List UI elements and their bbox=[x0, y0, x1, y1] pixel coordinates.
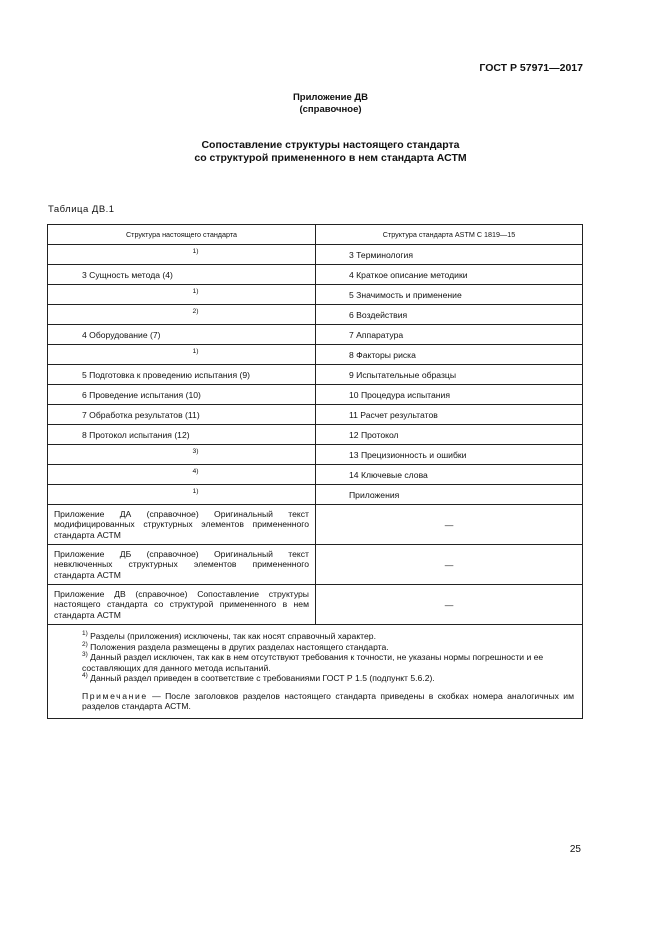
footnote-mark: 3) bbox=[82, 651, 88, 659]
table-caption: Таблица ДВ.1 bbox=[48, 204, 115, 215]
footnotes-cell bbox=[48, 625, 583, 719]
row-right-cell: 7 Аппаратура bbox=[316, 325, 583, 345]
footnote-text: Данный раздел приведен в соответствие с требованиями ГОСТ Р 1.5 (подпункт 5.6.2). bbox=[90, 673, 435, 683]
footnote-ref: 1) bbox=[192, 287, 199, 295]
page-number: 25 bbox=[569, 844, 581, 855]
appendix-row bbox=[48, 505, 583, 545]
table-note bbox=[56, 691, 574, 712]
appendix-row-left: Приложение ДВ (справочное) Сопоставление структуры настоящего стандарта со структурой примененного в нем стандарта АСТМ bbox=[48, 585, 316, 625]
table-row bbox=[48, 425, 583, 445]
footnote-ref: 4) bbox=[192, 467, 199, 475]
footnote-text: Разделы (приложения) исключены, так как носят справочный характер. bbox=[90, 631, 376, 641]
table-row bbox=[48, 465, 583, 485]
appendix-row-right: — bbox=[316, 505, 583, 545]
table-row bbox=[48, 245, 583, 265]
row-right-cell: 5 Значимость и применение bbox=[316, 285, 583, 305]
footnote bbox=[56, 652, 574, 673]
footnote-mark: 2) bbox=[82, 640, 88, 648]
appendix-header bbox=[0, 92, 661, 116]
note-text: — После заголовков разделов настоящего стандарта приведены в скобках номера аналогичных им разделов стандарта АСТМ. bbox=[82, 690, 575, 711]
row-right-cell: 8 Факторы риска bbox=[316, 345, 583, 365]
appendix-row bbox=[48, 585, 583, 625]
row-left-cell bbox=[48, 285, 316, 305]
footnote-text: Данный раздел исключен, так как в нем отсутствуют требования к точности, не указаны нормы погрешности и ее составляющих для данного метода испытаний. bbox=[82, 652, 544, 673]
table-row bbox=[48, 405, 583, 425]
footnote-mark: 4) bbox=[82, 672, 88, 680]
heading-line-2: со структурой примененного в нем стандарта АСТМ bbox=[194, 152, 467, 164]
row-left-cell: 4 Оборудование (7) bbox=[48, 325, 316, 345]
appendix-row-right: — bbox=[316, 545, 583, 585]
row-left-cell: 5 Подготовка к проведению испытания (9) bbox=[48, 365, 316, 385]
row-left-cell bbox=[48, 305, 316, 325]
row-left-cell bbox=[48, 465, 316, 485]
row-right-cell: 12 Протокол bbox=[316, 425, 583, 445]
row-right-cell: 13 Прецизионность и ошибки bbox=[316, 445, 583, 465]
row-left-cell bbox=[48, 345, 316, 365]
row-right-cell: 4 Краткое описание методики bbox=[316, 265, 583, 285]
table-row bbox=[48, 345, 583, 365]
footnote-mark: 1) bbox=[82, 630, 88, 638]
table-footer bbox=[48, 625, 583, 719]
footnote-ref: 3) bbox=[192, 447, 199, 455]
document-code: ГОСТ Р 57971—2017 bbox=[479, 62, 583, 74]
row-left-cell bbox=[48, 485, 316, 505]
row-right-cell: Приложения bbox=[316, 485, 583, 505]
row-left-cell bbox=[48, 445, 316, 465]
appendix-row-left: Приложение ДБ (справочное) Оригинальный текст невключенных структурных элементов примененного стандарта АСТМ bbox=[48, 545, 316, 585]
footnote-ref: 1) bbox=[192, 487, 199, 495]
table-row bbox=[48, 365, 583, 385]
table-row bbox=[48, 485, 583, 505]
row-right-cell: 3 Терминология bbox=[316, 245, 583, 265]
row-left-cell: 8 Протокол испытания (12) bbox=[48, 425, 316, 445]
table-row bbox=[48, 385, 583, 405]
table-row bbox=[48, 325, 583, 345]
comparison-table bbox=[47, 224, 583, 719]
appendix-row bbox=[48, 545, 583, 585]
footnote bbox=[56, 631, 574, 642]
footnote-ref: 1) bbox=[192, 247, 199, 255]
row-right-cell: 11 Расчет результатов bbox=[316, 405, 583, 425]
footnote bbox=[56, 673, 574, 684]
row-left-cell bbox=[48, 245, 316, 265]
appendix-row-left: Приложение ДА (справочное) Оригинальный текст модифицированных структурных элементов примененного стандарта АСТМ bbox=[48, 505, 316, 545]
row-left-cell: 7 Обработка результатов (11) bbox=[48, 405, 316, 425]
row-right-cell: 9 Испытательные образцы bbox=[316, 365, 583, 385]
row-left-cell: 3 Сущность метода (4) bbox=[48, 265, 316, 285]
column-header-right: Структура стандарта ASTM С 1819—15 bbox=[316, 225, 583, 245]
appendix-title: Приложение ДВ bbox=[292, 92, 369, 103]
appendix-type: (справочное) bbox=[299, 104, 362, 115]
appendix-row-right: — bbox=[316, 585, 583, 625]
table-row bbox=[48, 265, 583, 285]
table-row bbox=[48, 285, 583, 305]
row-right-cell: 14 Ключевые слова bbox=[316, 465, 583, 485]
footnote bbox=[56, 642, 574, 653]
table-row bbox=[48, 445, 583, 465]
footnote-text: Положения раздела размещены в других разделах настоящего стандарта. bbox=[90, 641, 389, 652]
table-row bbox=[48, 305, 583, 325]
footnote-ref: 2) bbox=[192, 307, 199, 315]
row-right-cell: 6 Воздействия bbox=[316, 305, 583, 325]
row-left-cell: 6 Проведение испытания (10) bbox=[48, 385, 316, 405]
column-header-left: Структура настоящего стандарта bbox=[48, 225, 316, 245]
footnote-ref: 1) bbox=[192, 347, 199, 355]
heading-line-1: Сопоставление структуры настоящего стандарта bbox=[201, 139, 460, 151]
row-right-cell: 10 Процедура испытания bbox=[316, 385, 583, 405]
note-label: Примечание bbox=[82, 690, 148, 701]
section-heading bbox=[0, 139, 661, 165]
